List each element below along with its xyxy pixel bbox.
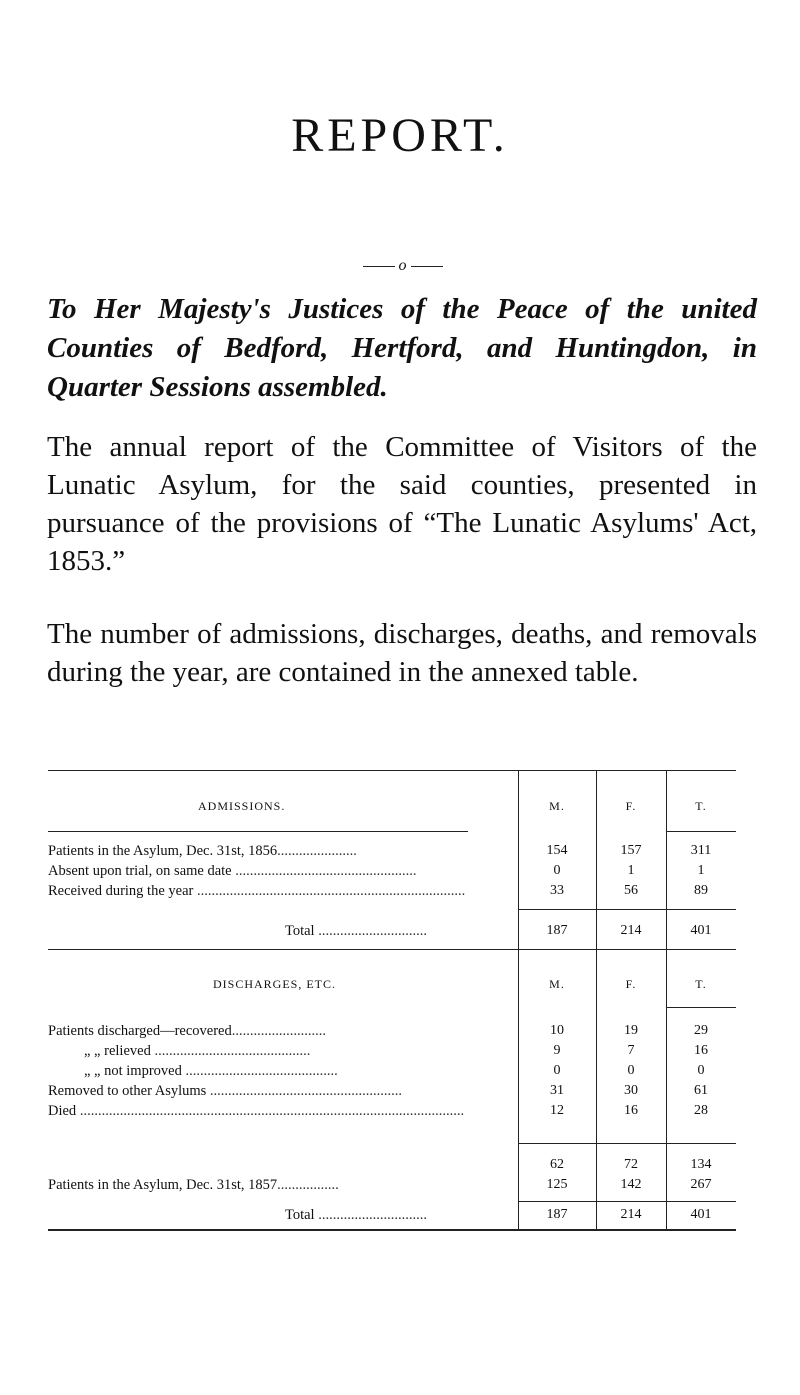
row-label: Died [48, 1103, 77, 1119]
total-value-m: 187 [546, 1207, 568, 1222]
total-label: Total [285, 1207, 315, 1223]
total-value-f: 214 [620, 923, 642, 938]
table-row: Patients discharged—recovered.......................... [48, 1023, 326, 1039]
discharges-heading: DISCHARGES, ETC. [213, 977, 337, 991]
row-value-m: 10 [550, 1023, 564, 1038]
table-row: Absent upon trial, on same date .................................................. [48, 863, 417, 879]
row-value-t: 0 [697, 1063, 705, 1078]
subtotal-value-m: 62 [550, 1157, 564, 1172]
row-value-m: 33 [550, 883, 564, 898]
row-value-m: 154 [546, 843, 568, 858]
intro-paragraph: The annual report of the Committee of Visitors of the Lunatic Asylum, for the said counties, presented in pursuance of the provisions of “The Lunatic Asylums' Act, 1853.” [47, 431, 757, 577]
table-row: Removed to other Asylums ..................................................... [48, 1083, 403, 1099]
report-title: REPORT. [291, 109, 509, 162]
total-row: Total .............................. [285, 923, 427, 939]
row-label: Absent upon trial, on same date [48, 863, 232, 879]
discharges-col-t: T. [695, 977, 707, 991]
total-label: Total [285, 923, 315, 939]
divider-mark: o [398, 257, 407, 274]
row-value-m: 12 [550, 1103, 564, 1118]
row-value-f: 16 [624, 1103, 638, 1118]
row-value-f: 157 [620, 843, 642, 858]
row-value-f: 7 [627, 1043, 635, 1058]
table-intro-paragraph: The number of admissions, discharges, deaths, and removals during the year, are contained in the annexed table. [47, 618, 757, 688]
admissions-col-m: M. [549, 799, 565, 813]
discharges-col-m: M. [549, 977, 565, 991]
total-row: Total .............................. [285, 1207, 427, 1223]
total-value-m: 187 [546, 923, 568, 938]
subtotal-value-t: 134 [690, 1157, 712, 1172]
row-label: „ „ relieved [84, 1043, 151, 1059]
row-label: Patients in the Asylum, Dec. 31st, 1856 [48, 843, 278, 859]
row-label: Removed to other Asylums [48, 1083, 207, 1099]
table-row: Died .......................................................................................................... [48, 1103, 465, 1119]
table-row: Patients in the Asylum, Dec. 31st, 1856...................... [48, 843, 357, 859]
total-value-t: 401 [690, 923, 712, 938]
admissions-col-f: F. [625, 799, 637, 813]
row-value-t: 29 [694, 1023, 708, 1038]
row-label: „ „ not improved [84, 1063, 182, 1079]
row-value-f: 1 [627, 863, 635, 878]
row-value-f: 19 [624, 1023, 638, 1038]
row-value-t: 267 [690, 1177, 712, 1192]
row-value-f: 142 [620, 1177, 642, 1192]
table-row: Patients in the Asylum, Dec. 31st, 1857................. [48, 1177, 339, 1193]
title-divider [355, 256, 450, 276]
table-row: „ „ not improved .......................................... [84, 1063, 338, 1079]
row-label: Patients discharged—recovered [48, 1023, 232, 1039]
row-value-t: 61 [694, 1083, 708, 1098]
subtotal-value-f: 72 [624, 1157, 638, 1172]
row-label: Received during the year [48, 883, 194, 899]
admissions-heading: ADMISSIONS. [198, 799, 286, 813]
table-row: Received during the year .......................................................................... [48, 883, 466, 899]
row-value-t: 16 [694, 1043, 708, 1058]
address-to-justices: To Her Majesty's Justices of the Peace of the united Counties of Bedford, Hertford, and Huntingdon, in Quarter Sessions assembled. [47, 293, 757, 403]
row-value-m: 9 [553, 1043, 561, 1058]
total-value-f: 214 [620, 1207, 642, 1222]
row-value-m: 0 [553, 863, 561, 878]
row-value-f: 30 [624, 1083, 638, 1098]
row-value-t: 89 [694, 883, 708, 898]
row-value-t: 28 [694, 1103, 708, 1118]
discharges-col-f: F. [625, 977, 637, 991]
table-row: „ „ relieved ........................................... [84, 1043, 311, 1059]
row-value-m: 0 [553, 1063, 561, 1078]
row-value-t: 1 [697, 863, 705, 878]
row-label: Patients in the Asylum, Dec. 31st, 1857 [48, 1177, 278, 1193]
admissions-col-t: T. [695, 799, 707, 813]
row-value-t: 311 [690, 843, 712, 858]
row-value-m: 125 [546, 1177, 568, 1192]
row-value-f: 0 [627, 1063, 635, 1078]
row-value-f: 56 [624, 883, 638, 898]
total-value-t: 401 [690, 1207, 712, 1222]
admissions-discharges-table [48, 770, 736, 1231]
row-value-m: 31 [550, 1083, 564, 1098]
